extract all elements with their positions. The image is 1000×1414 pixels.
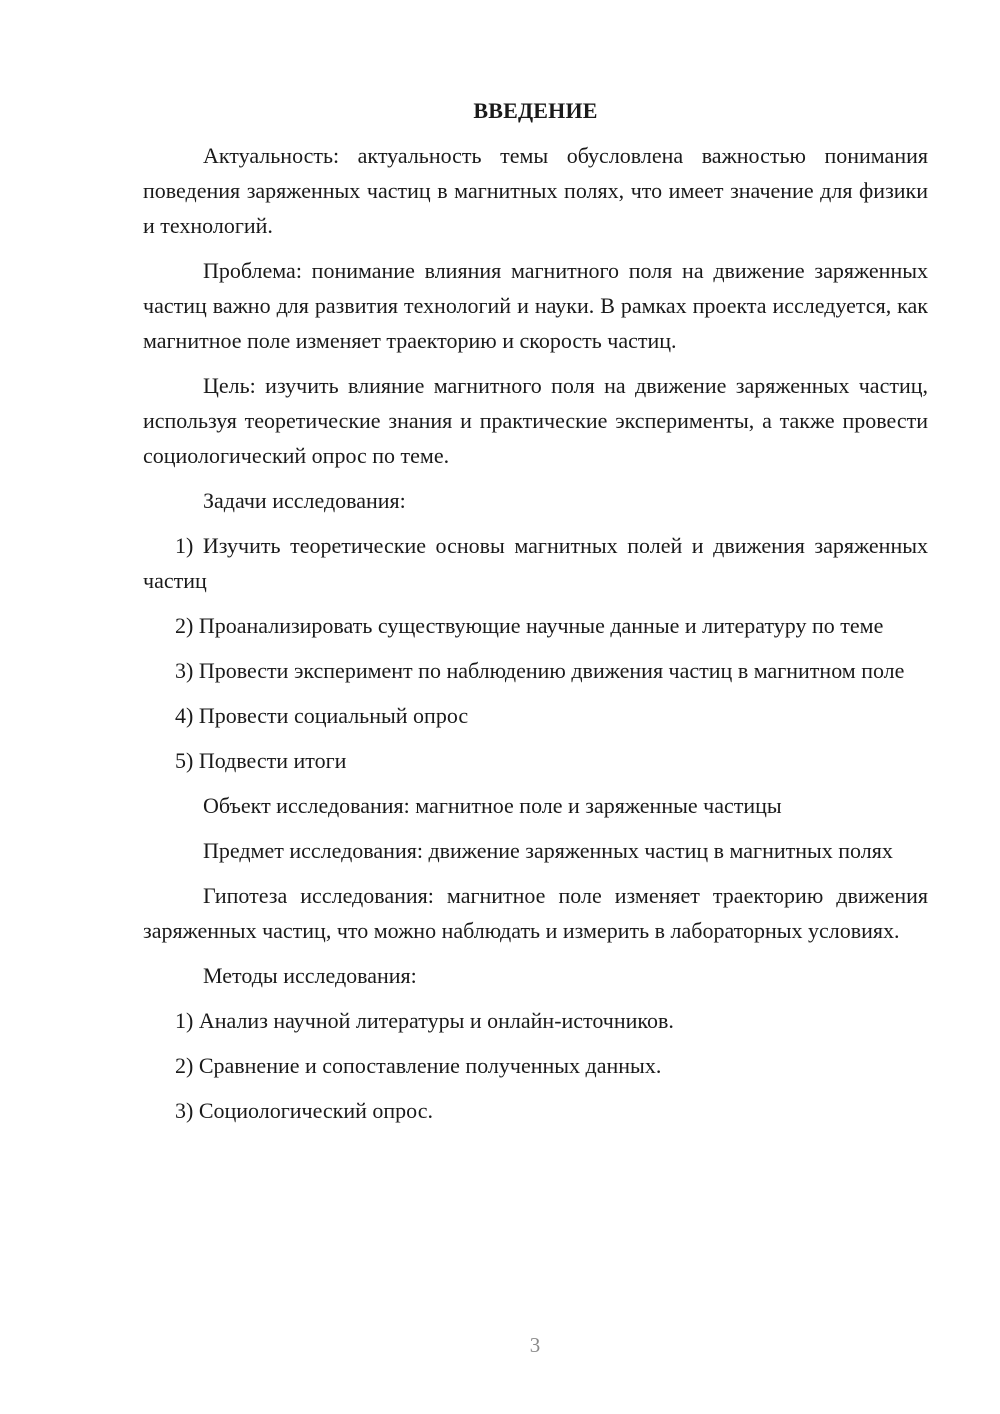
page-title: ВВЕДЕНИЕ xyxy=(473,98,598,123)
page-number: 3 xyxy=(529,1333,541,1357)
problem-paragraph: Проблема: понимание влияния магнитного поля на движение заряженных частиц важно для развития технологий и науки. В рамках проекта исследуется, как магнитное поле изменяет траекторию и скорость частиц. xyxy=(143,258,928,353)
relevance-paragraph: Актуальность: актуальность темы обусловлена важностью понимания поведения заряженных частиц в магнитных полях, что имеет значение для физики и технологий. xyxy=(143,143,928,238)
task-item: 5) Подвести итоги xyxy=(175,748,347,773)
method-item: 3) Социологический опрос. xyxy=(175,1098,433,1123)
method-item: 1) Анализ научной литературы и онлайн-источников. xyxy=(175,1008,674,1033)
tasks-heading: Задачи исследования: xyxy=(203,488,406,513)
hypothesis-paragraph: Гипотеза исследования: магнитное поле изменяет траекторию движения заряженных частиц, что можно наблюдать и измерить в лабораторных условиях. xyxy=(143,883,928,943)
methods-heading: Методы исследования: xyxy=(203,963,417,988)
object-paragraph: Объект исследования: магнитное поле и заряженные частицы xyxy=(203,793,782,818)
subject-paragraph: Предмет исследования: движение заряженных частиц в магнитных полях xyxy=(203,838,893,863)
method-item: 2) Сравнение и сопоставление полученных данных. xyxy=(175,1053,662,1078)
task-item: 2) Проанализировать существующие научные данные и литературу по теме xyxy=(175,613,884,638)
task-item: 4) Провести социальный опрос xyxy=(175,703,469,728)
document-page xyxy=(143,94,928,1138)
task-item: 3) Провести эксперимент по наблюдению движения частиц в магнитном поле xyxy=(175,658,905,683)
task-item: 1) Изучить теоретические основы магнитных полей и движения заряженных частиц xyxy=(143,533,928,593)
goal-paragraph: Цель: изучить влияние магнитного поля на движение заряженных частиц, используя теоретические знания и практические эксперименты, а также провести социологический опрос по теме. xyxy=(143,373,928,468)
